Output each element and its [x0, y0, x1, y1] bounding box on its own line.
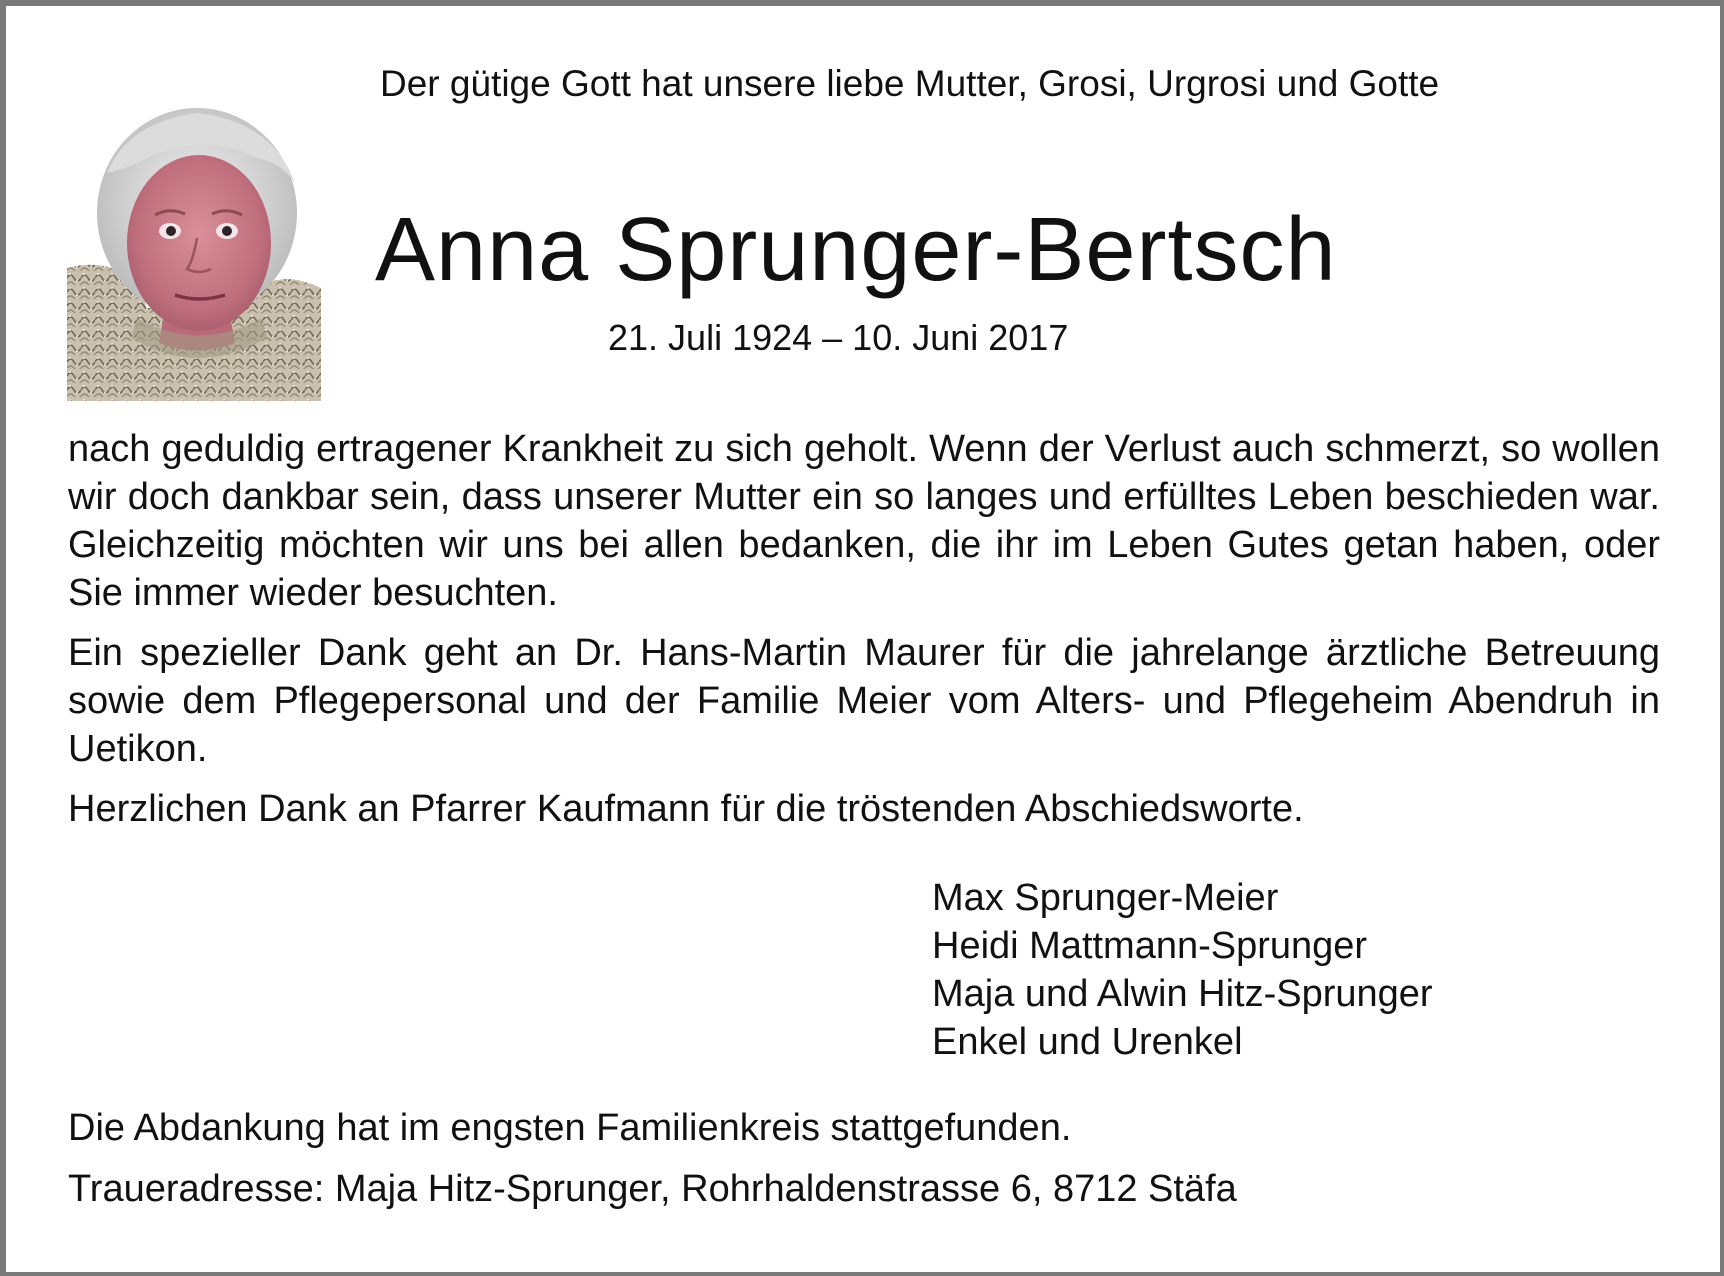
- mourner-name: Heidi Mattmann-Sprunger: [932, 925, 1368, 967]
- mourner-name: Enkel und Urenkel: [932, 1021, 1243, 1063]
- intro-line: Der gütige Gott hat unsere liebe Mutter, Grosi, Urgrosi und Gotte: [380, 63, 1440, 104]
- deceased-name: Anna Sprunger-Bertsch: [375, 200, 1337, 300]
- body-paragraph: Herzlichen Dank an Pfarrer Kaufmann für die tröstenden Abschiedsworte.: [68, 788, 1304, 830]
- mourner-name: Max Sprunger-Meier: [932, 877, 1279, 919]
- ceremony-note: Die Abdankung hat im engsten Familienkreis stattgefunden.: [68, 1107, 1072, 1149]
- notice-body: [68, 425, 1660, 833]
- mourners-list: [932, 874, 1433, 1066]
- mourner-name: Maja und Alwin Hitz-Sprunger: [932, 973, 1433, 1015]
- life-dates: 21. Juli 1924 – 10. Juni 2017: [608, 317, 1069, 358]
- body-paragraph: nach geduldig ertragener Krankheit zu sich geholt. Wenn der Verlust auch schmerzt, so wollen wir doch dankbar sein, dass unserer Mutter ein so langes und erfülltes Leben beschieden war. Gleichzeitig möchten wir uns bei allen bedanken, die ihr im Leben Gutes getan haben, oder Sie immer wieder besuchten.: [68, 428, 1660, 614]
- portrait-photo: [67, 103, 321, 401]
- mourning-address: Traueradresse: Maja Hitz-Sprunger, Rohrhaldenstrasse 6, 8712 Stäfa: [68, 1168, 1237, 1210]
- body-paragraph: Ein spezieller Dank geht an Dr. Hans-Martin Maurer für die jahrelange ärztliche Betreuung sowie dem Pflegepersonal und der Familie Meier vom Alters- und Pflegeheim Abendruh in Uetikon.: [68, 632, 1660, 770]
